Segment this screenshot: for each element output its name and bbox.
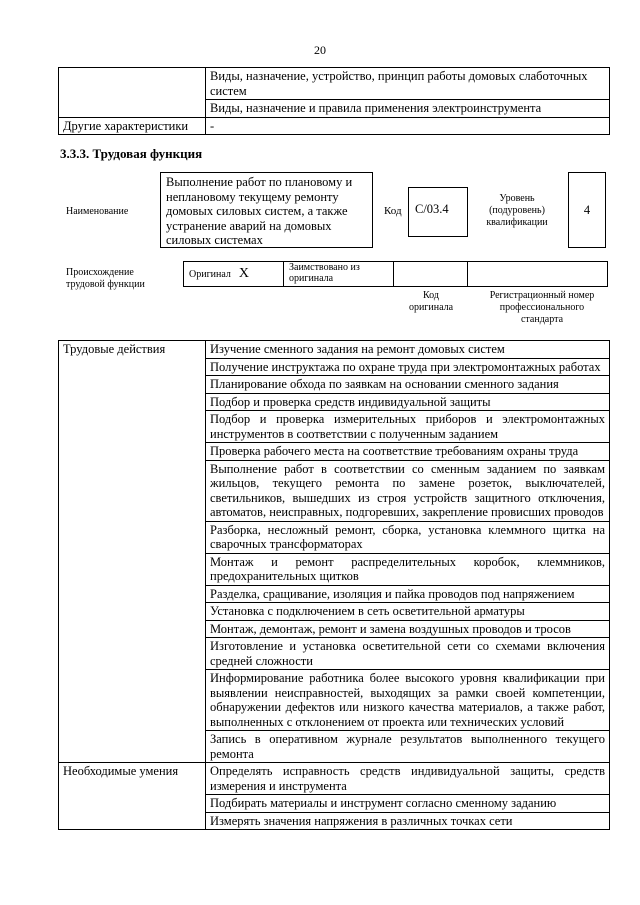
original-mark: X bbox=[238, 266, 250, 281]
reg-number-label: Регистрационный номер профессионального стандарта bbox=[489, 290, 595, 325]
page-number: 20 bbox=[314, 43, 326, 57]
row-label: Другие характеристики bbox=[59, 117, 206, 135]
table-cell: Выполнение работ в соответствии со сменным заданием по заявкам жильцов, текущего ремонта по замене розеток, выключателей, светильников, вышедших из строя устройств защитного отключения, автоматов, неисправных, подгоревших, закрепление провисших проводов bbox=[206, 460, 610, 521]
section-label: Необходимые умения bbox=[59, 763, 206, 830]
table-row bbox=[59, 763, 610, 795]
level-box: 4 bbox=[568, 172, 606, 248]
code-label: Код bbox=[384, 205, 402, 217]
table-cell: Изучение сменного задания на ремонт домовых систем bbox=[206, 341, 610, 359]
table-cell: Изготовление и установка осветительной сети со схемами включения средней сложности bbox=[206, 638, 610, 670]
table-cell: Разборка, несложный ремонт, сборка, установка клеммного щитка на сварочных трансформаторах bbox=[206, 521, 610, 553]
section-label: Трудовые действия bbox=[59, 341, 206, 763]
table-cell: Виды, назначение и правила применения электроинструмента bbox=[206, 100, 610, 118]
original-label: Оригинал bbox=[189, 269, 231, 280]
level-label: Уровень (подуровень) квалификации bbox=[486, 193, 548, 228]
section-title: 3.3.3. Трудовая функция bbox=[60, 146, 203, 161]
row-label bbox=[59, 68, 206, 118]
table-cell: Подбор и проверка измерительных приборов и электромонтажных инструментов в соответствии с полученным заданием bbox=[206, 411, 610, 443]
table-cell: Монтаж, демонтаж, ремонт и замена воздушных проводов и тросов bbox=[206, 620, 610, 638]
borrowed-cell: Заимствовано из оригинала bbox=[284, 262, 394, 287]
table-cell: Монтаж и ремонт распределительных коробок, клеммников, предохранительных щитков bbox=[206, 553, 610, 585]
code-box: C/03.4 bbox=[408, 187, 468, 237]
table-cell: Определять исправность средств индивидуальной защиты, средств измерения и инструмента bbox=[206, 763, 610, 795]
table-cell: Установка с подключением в сеть осветительной арматуры bbox=[206, 603, 610, 621]
table-cell: Запись в оперативном журнале результатов выполненного текущего ремонта bbox=[206, 731, 610, 763]
table-cell: Проверка рабочего места на соответствие требованиям охраны труда bbox=[206, 443, 610, 461]
origin-label: Происхождение трудовой функции bbox=[66, 267, 145, 290]
top-table bbox=[58, 67, 610, 135]
table-cell: Подбирать материалы и инструмент согласно сменному заданию bbox=[206, 795, 610, 813]
table-cell: Виды, назначение, устройство, принцип работы домовых слаботочных систем bbox=[206, 68, 610, 100]
reg-number-cell bbox=[468, 262, 608, 287]
table-row bbox=[59, 341, 610, 359]
original-cell bbox=[184, 262, 284, 287]
main-table bbox=[58, 340, 610, 830]
table-row bbox=[184, 262, 608, 287]
table-cell: Планирование обхода по заявкам на основании сменного задания bbox=[206, 376, 610, 394]
table-row bbox=[59, 117, 610, 135]
code-original-cell bbox=[394, 262, 468, 287]
table-row bbox=[59, 68, 610, 100]
code-original-label: Код оригинала bbox=[408, 290, 454, 313]
origin-table bbox=[183, 261, 608, 287]
name-label: Наименование bbox=[66, 206, 129, 217]
table-cell: Разделка, сращивание, изоляция и пайка проводов под напряжением bbox=[206, 585, 610, 603]
table-cell: Информирование работника более высокого уровня квалификации при выявлении неисправностей, выходящих за рамки своей компетенции, обнаружении дефектов или низкого качества материалов, а также работ, выполненных с отклонением от проекта или технических условий bbox=[206, 670, 610, 731]
table-cell: Получение инструктажа по охране труда при электромонтажных работах bbox=[206, 358, 610, 376]
function-name-box: Выполнение работ по плановому и неплановому текущему ремонту домовых силовых систем, а также устранение аварий на домовых силовых системах bbox=[160, 172, 373, 248]
table-cell: - bbox=[206, 117, 610, 135]
table-cell: Измерять значения напряжения в различных точках сети bbox=[206, 812, 610, 830]
table-cell: Подбор и проверка средств индивидуальной защиты bbox=[206, 393, 610, 411]
